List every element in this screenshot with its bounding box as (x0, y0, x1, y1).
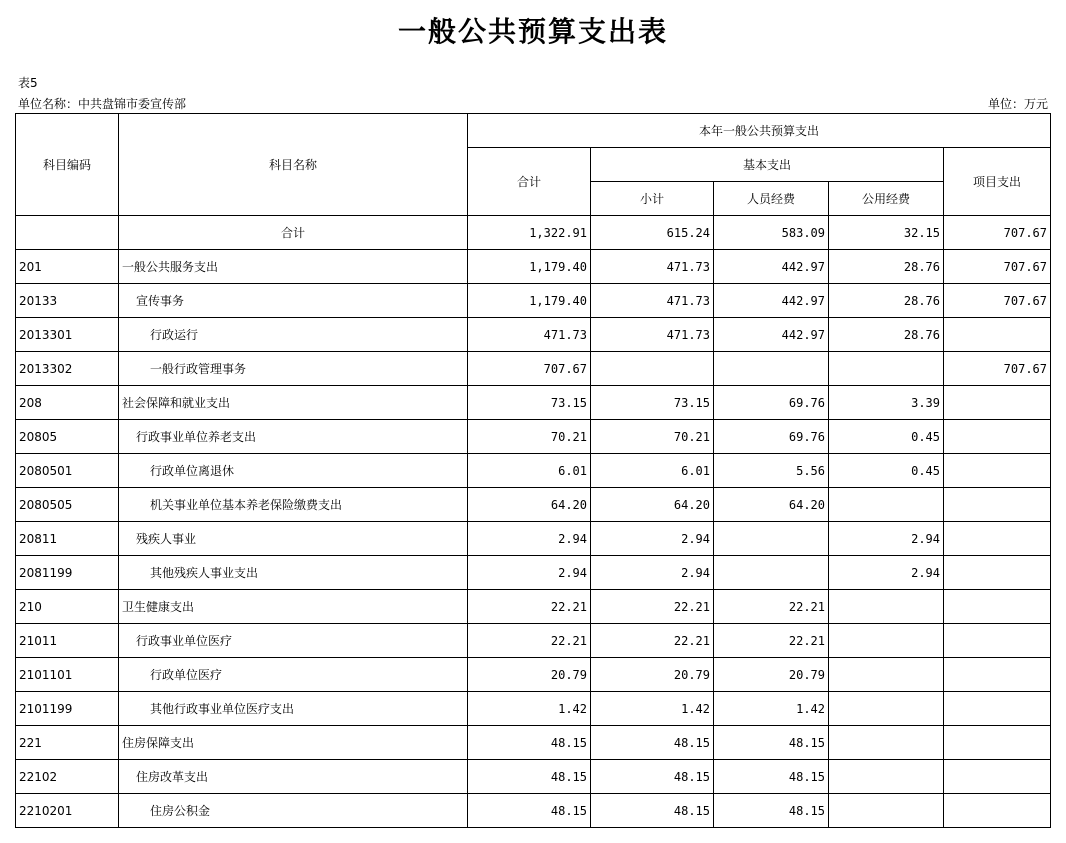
cell-name: 住房保障支出 (119, 726, 468, 760)
header-group: 本年一般公共预算支出 (468, 114, 1051, 148)
cell-personnel: 48.15 (714, 726, 829, 760)
table-row (16, 658, 1051, 692)
cell-public: 28.76 (829, 318, 944, 352)
cell-project (944, 522, 1051, 556)
cell-subtotal: 22.21 (591, 624, 714, 658)
cell-code: 2080505 (16, 488, 119, 522)
table-row (16, 250, 1051, 284)
cell-total: 1.42 (468, 692, 591, 726)
cell-total: 2.94 (468, 522, 591, 556)
cell-code: 2081199 (16, 556, 119, 590)
cell-project (944, 454, 1051, 488)
cell-code: 210 (16, 590, 119, 624)
cell-name: 社会保障和就业支出 (119, 386, 468, 420)
cell-public (829, 624, 944, 658)
cell-code: 2101101 (16, 658, 119, 692)
cell-subtotal (591, 352, 714, 386)
table-row (16, 760, 1051, 794)
cell-project: 707.67 (944, 250, 1051, 284)
cell-code: 201 (16, 250, 119, 284)
cell-subtotal: 2.94 (591, 556, 714, 590)
cell-project (944, 590, 1051, 624)
cell-name: 住房改革支出 (119, 760, 468, 794)
table-row (16, 420, 1051, 454)
header-public: 公用经费 (829, 182, 944, 216)
table-row (16, 352, 1051, 386)
cell-subtotal: 6.01 (591, 454, 714, 488)
cell-total: 2.94 (468, 556, 591, 590)
cell-subtotal: 48.15 (591, 794, 714, 828)
cell-personnel: 22.21 (714, 590, 829, 624)
table-row (16, 794, 1051, 828)
table-row (16, 318, 1051, 352)
cell-total: 48.15 (468, 726, 591, 760)
cell-personnel (714, 352, 829, 386)
cell-code: 208 (16, 386, 119, 420)
cell-subtotal: 471.73 (591, 284, 714, 318)
cell-code: 221 (16, 726, 119, 760)
unit-name: 单位名称：中共盘锦市委宣传部 (18, 97, 187, 111)
header-basic: 基本支出 (591, 148, 944, 182)
cell-public: 2.94 (829, 556, 944, 590)
cell-public: 0.45 (829, 420, 944, 454)
cell-personnel: 1.42 (714, 692, 829, 726)
page-title: 一般公共预算支出表 (397, 15, 668, 48)
cell-public (829, 692, 944, 726)
table-body (16, 216, 1051, 828)
cell-total: 64.20 (468, 488, 591, 522)
cell-public (829, 794, 944, 828)
cell-code: 2101199 (16, 692, 119, 726)
cell-personnel (714, 522, 829, 556)
cell-personnel: 583.09 (714, 216, 829, 250)
cell-personnel (714, 556, 829, 590)
cell-name: 其他行政事业单位医疗支出 (119, 692, 468, 726)
cell-subtotal: 471.73 (591, 318, 714, 352)
cell-project (944, 488, 1051, 522)
cell-personnel: 22.21 (714, 624, 829, 658)
cell-public: 3.39 (829, 386, 944, 420)
cell-personnel: 442.97 (714, 250, 829, 284)
table-row (16, 726, 1051, 760)
cell-personnel: 5.56 (714, 454, 829, 488)
cell-subtotal: 615.24 (591, 216, 714, 250)
table-row (16, 454, 1051, 488)
cell-code (16, 216, 119, 250)
cell-name: 其他残疾人事业支出 (119, 556, 468, 590)
cell-code: 20133 (16, 284, 119, 318)
cell-public (829, 726, 944, 760)
cell-subtotal: 2.94 (591, 522, 714, 556)
cell-code: 2210201 (16, 794, 119, 828)
cell-project (944, 794, 1051, 828)
table-row (16, 522, 1051, 556)
cell-personnel: 48.15 (714, 794, 829, 828)
cell-personnel: 64.20 (714, 488, 829, 522)
cell-total: 1,179.40 (468, 284, 591, 318)
table-header (16, 114, 1051, 216)
cell-subtotal: 64.20 (591, 488, 714, 522)
cell-personnel: 69.76 (714, 420, 829, 454)
cell-project (944, 692, 1051, 726)
cell-public: 32.15 (829, 216, 944, 250)
cell-code: 20811 (16, 522, 119, 556)
cell-project (944, 624, 1051, 658)
header-project: 项目支出 (944, 148, 1051, 216)
cell-project: 707.67 (944, 352, 1051, 386)
cell-public: 28.76 (829, 284, 944, 318)
cell-subtotal: 471.73 (591, 250, 714, 284)
cell-project (944, 658, 1051, 692)
header-name: 科目名称 (119, 114, 468, 216)
cell-public: 28.76 (829, 250, 944, 284)
total-row (16, 216, 1051, 250)
cell-public (829, 488, 944, 522)
cell-project (944, 556, 1051, 590)
cell-total: 1,322.91 (468, 216, 591, 250)
cell-name: 行政事业单位养老支出 (119, 420, 468, 454)
cell-total: 70.21 (468, 420, 591, 454)
table-row (16, 624, 1051, 658)
cell-personnel: 69.76 (714, 386, 829, 420)
header-subtotal: 小计 (591, 182, 714, 216)
cell-public (829, 352, 944, 386)
header-total: 合计 (468, 148, 591, 216)
cell-code: 20805 (16, 420, 119, 454)
budget-table (15, 113, 1051, 828)
cell-name: 行政事业单位医疗 (119, 624, 468, 658)
cell-subtotal: 70.21 (591, 420, 714, 454)
cell-name: 行政单位医疗 (119, 658, 468, 692)
cell-personnel: 48.15 (714, 760, 829, 794)
cell-code: 2080501 (16, 454, 119, 488)
cell-public (829, 590, 944, 624)
cell-subtotal: 73.15 (591, 386, 714, 420)
cell-subtotal: 20.79 (591, 658, 714, 692)
cell-subtotal: 22.21 (591, 590, 714, 624)
cell-project: 707.67 (944, 284, 1051, 318)
cell-name: 卫生健康支出 (119, 590, 468, 624)
header-code: 科目编码 (16, 114, 119, 216)
cell-public: 2.94 (829, 522, 944, 556)
cell-total: 6.01 (468, 454, 591, 488)
cell-project (944, 420, 1051, 454)
cell-project (944, 386, 1051, 420)
table-row (16, 386, 1051, 420)
cell-total: 22.21 (468, 590, 591, 624)
cell-code: 2013301 (16, 318, 119, 352)
cell-name: 行政单位离退休 (119, 454, 468, 488)
cell-code: 21011 (16, 624, 119, 658)
cell-project (944, 760, 1051, 794)
cell-name: 残疾人事业 (119, 522, 468, 556)
cell-name: 机关事业单位基本养老保险缴费支出 (119, 488, 468, 522)
cell-total: 1,179.40 (468, 250, 591, 284)
cell-total: 73.15 (468, 386, 591, 420)
cell-project: 707.67 (944, 216, 1051, 250)
table-row (16, 692, 1051, 726)
cell-name: 一般行政管理事务 (119, 352, 468, 386)
cell-public (829, 658, 944, 692)
cell-project (944, 318, 1051, 352)
table-row (16, 284, 1051, 318)
cell-total: 707.67 (468, 352, 591, 386)
unit-label: 单位：万元 (987, 97, 1048, 111)
cell-subtotal: 1.42 (591, 692, 714, 726)
cell-project (944, 726, 1051, 760)
cell-personnel: 442.97 (714, 318, 829, 352)
header-personnel: 人员经费 (714, 182, 829, 216)
cell-total: 20.79 (468, 658, 591, 692)
cell-personnel: 442.97 (714, 284, 829, 318)
cell-total: 471.73 (468, 318, 591, 352)
cell-total: 48.15 (468, 760, 591, 794)
cell-name: 一般公共服务支出 (119, 250, 468, 284)
cell-name: 合计 (119, 216, 468, 250)
cell-subtotal: 48.15 (591, 760, 714, 794)
cell-total: 22.21 (468, 624, 591, 658)
cell-subtotal: 48.15 (591, 726, 714, 760)
table-row (16, 556, 1051, 590)
cell-personnel: 20.79 (714, 658, 829, 692)
cell-total: 48.15 (468, 794, 591, 828)
cell-public (829, 760, 944, 794)
cell-code: 2013302 (16, 352, 119, 386)
table-row (16, 590, 1051, 624)
table-number: 表5 (18, 76, 38, 90)
cell-public: 0.45 (829, 454, 944, 488)
cell-name: 行政运行 (119, 318, 468, 352)
table-row (16, 488, 1051, 522)
cell-name: 宣传事务 (119, 284, 468, 318)
cell-code: 22102 (16, 760, 119, 794)
cell-name: 住房公积金 (119, 794, 468, 828)
